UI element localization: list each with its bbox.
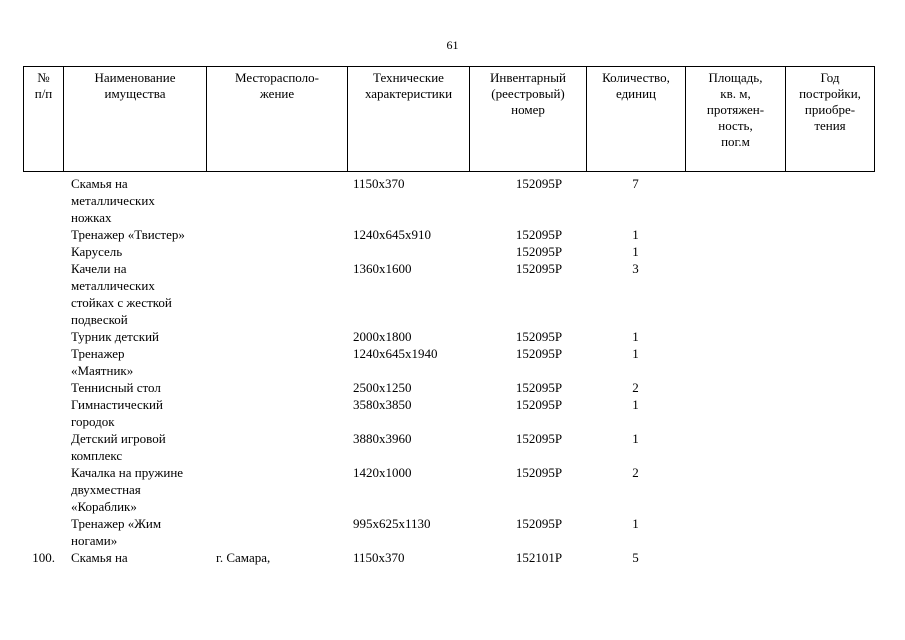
header-inventory: Инвентарный (реестровый) номер [490, 70, 566, 117]
header-cell [24, 67, 64, 172]
row-name: Тренажер «Маятник» [71, 346, 134, 378]
header-cell [786, 67, 875, 172]
row-technical: 3580x3850 [353, 397, 412, 412]
row-quantity: 1 [632, 244, 639, 259]
table-row [23, 243, 874, 260]
row-technical: 1360x1600 [353, 261, 412, 276]
row-quantity: 1 [632, 431, 639, 446]
header-cell [207, 67, 348, 172]
row-technical: 1150x370 [353, 550, 405, 565]
row-quantity: 2 [632, 380, 639, 395]
row-quantity: 1 [632, 346, 639, 361]
table-row [23, 226, 874, 243]
row-name: Гимнастический городок [71, 397, 163, 429]
table-row [23, 396, 874, 430]
table-body [23, 175, 874, 566]
table-row [23, 464, 874, 515]
row-technical: 2000x1800 [353, 329, 412, 344]
row-technical: 3880x3960 [353, 431, 412, 446]
row-quantity: 1 [632, 516, 639, 531]
row-inventory: 152095Р [515, 261, 563, 276]
row-technical: 1240x645x910 [353, 227, 431, 242]
row-technical: 2500x1250 [353, 380, 412, 395]
row-technical: 1150x370 [353, 176, 405, 191]
header-cell [64, 67, 207, 172]
row-inventory: 152095Р [515, 380, 563, 395]
row-inventory: 152095Р [515, 465, 563, 480]
row-quantity: 1 [632, 329, 639, 344]
table-row [23, 345, 874, 379]
header-cell [348, 67, 470, 172]
row-inventory: 152095Р [515, 227, 563, 242]
row-number: 100. [32, 550, 55, 565]
header-cell [686, 67, 786, 172]
row-quantity: 1 [632, 397, 639, 412]
row-inventory: 152101Р [515, 550, 563, 565]
header-location: Месторасполо- жение [235, 70, 319, 101]
row-quantity: 7 [632, 176, 639, 191]
table-row [23, 430, 874, 464]
row-name: Качели на металлических стойках с жесткой подвеской [71, 261, 172, 327]
header-year: Год постройки, приобре- тения [799, 70, 861, 133]
table-row [23, 328, 874, 345]
row-inventory: 152095Р [515, 397, 563, 412]
header-quantity: Количество, единиц [602, 70, 670, 101]
table-row [23, 175, 874, 226]
row-technical: 1240x645x1940 [353, 346, 438, 361]
row-inventory: 152095Р [515, 431, 563, 446]
header-area: Площадь, кв. м, протяжен- ность, пог.м [706, 70, 765, 149]
row-quantity: 3 [632, 261, 639, 276]
header-cell [587, 67, 686, 172]
row-quantity: 1 [632, 227, 639, 242]
table-header [23, 66, 875, 172]
row-name: Турник детский [71, 329, 159, 344]
row-technical: 995x625x1130 [353, 516, 431, 531]
header-name: Наименование имущества [94, 70, 176, 101]
row-quantity: 2 [632, 465, 639, 480]
row-inventory: 152095Р [515, 516, 563, 531]
row-name: Тренажер «Жим ногами» [71, 516, 162, 548]
row-name: Скамья на металлических ножках [71, 176, 155, 225]
row-inventory: 152095Р [515, 346, 563, 361]
row-inventory: 152095Р [515, 244, 563, 259]
table-row [23, 515, 874, 549]
row-inventory: 152095Р [515, 176, 563, 191]
row-technical: 1420x1000 [353, 465, 412, 480]
row-name: Карусель [71, 244, 123, 259]
table-row [23, 260, 874, 328]
header-technical: Технические характеристики [364, 70, 453, 101]
row-quantity: 5 [632, 550, 639, 565]
table-row [23, 379, 874, 396]
row-name: Тренажер «Твистер» [71, 227, 185, 242]
table-row [23, 549, 874, 566]
header-number: № п/п [34, 70, 53, 101]
page-number: 61 [446, 38, 459, 52]
row-name: Качалка на пружине двухместная «Кораблик» [71, 465, 184, 514]
row-inventory: 152095Р [515, 329, 563, 344]
row-name: Теннисный стол [71, 380, 161, 395]
row-name: Детский игровой комплекс [71, 431, 166, 463]
header-cell [470, 67, 587, 172]
row-location: г. Самара, [216, 550, 271, 565]
row-name: Скамья на [71, 550, 128, 565]
